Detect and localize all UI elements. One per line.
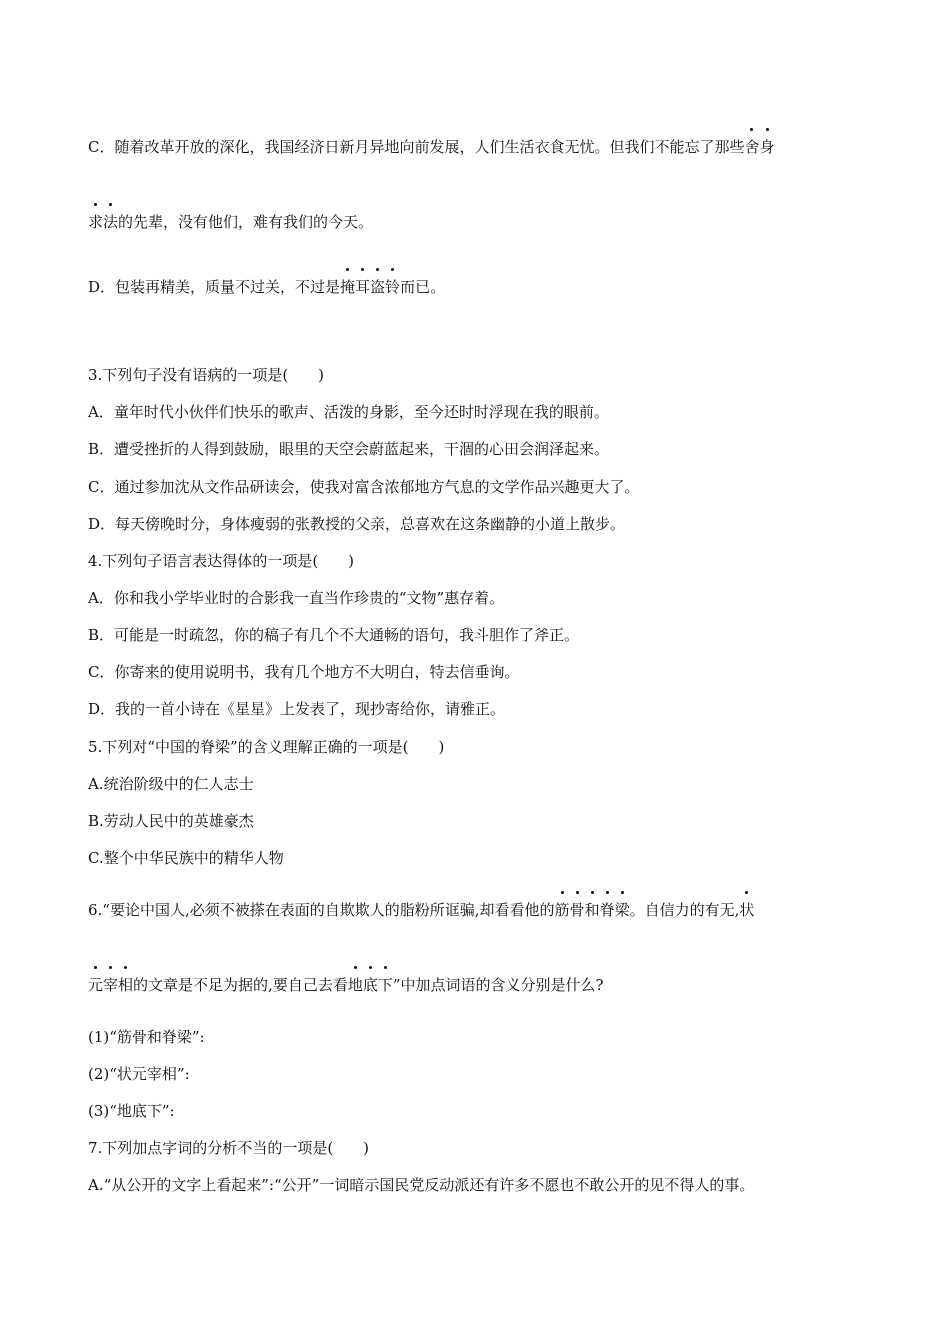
dotted-word-qiufa: 求法 [88,213,119,231]
q7-option-a: A.“从公开的文字上看起来”:“公开”一词暗示国民党反动派还有许多不愿也不敢公开的见不得人的事。 [88,1176,755,1194]
question-3: 3.下列句子没有语病的一项是( ) [88,366,325,384]
question-6-line-2 [88,975,604,995]
dotted-word-sheshen: 舍身 [744,138,775,156]
option-d-text: D．包装再精美，质量不过关，不过是 [88,278,341,296]
q4-option-a: A．你和我小学毕业时的合影我一直当作珍贵的“文物”惠存着。 [88,589,505,607]
question-7: 7.下列加点字词的分析不当的一项是( ) [88,1139,370,1157]
q5-option-a: A.统治阶级中的仁人志士 [88,775,254,793]
q3-option-c: C．通过参加沈从文作品研读会，使我对富含浓郁地方气息的文学作品兴趣更大了。 [88,478,640,496]
option-d-end: 而已。 [400,278,446,296]
q5-option-c: C.整个中华民族中的精华人物 [88,849,284,867]
dotted-word-didixia: 地底下 [347,976,393,994]
q6-sub-3: (3)“地底下”: [88,1102,175,1120]
question-6-line-1 [88,900,754,920]
q6-text-mid: 。自信力的有无, [629,901,740,919]
question-4: 4.下列句子语言表达得体的一项是( ) [88,552,355,570]
option-c-text: C．随着改革开放的深化，我国经济日新月异地向前发展，人们生活衣食无忧。但我们不能忘了那些 [88,138,745,156]
dotted-word-yuanzaixiang: 元宰相 [88,976,134,994]
q5-option-b: B.劳动人民中的英雄豪杰 [88,812,254,830]
q6-text-end: ”中加点词语的含义分别是什么? [392,976,604,994]
q3-option-a: A．童年时代小伙伴们快乐的歌声、活泼的身影，至今还时时浮现在我的眼前。 [88,403,609,421]
option-d-line [88,277,445,297]
q4-option-b: B．可能是一时疏忽，你的稿子有几个不大通畅的语句，我斗胆作了斧正。 [88,626,580,644]
q3-option-d: D．每天傍晚时分，身体瘦弱的张教授的父亲，总喜欢在这条幽静的小道上散步。 [88,515,626,533]
dotted-char-zhuang: 状 [739,901,755,919]
q6-sub-1: (1)“筋骨和脊梁”: [88,1028,205,1046]
q6-sub-2: (2)“状元宰相”: [88,1065,190,1083]
dotted-word-yanerdaoling: 掩耳盗铃 [340,278,401,296]
question-5: 5.下列对“中国的脊梁”的含义理解正确的一项是( ) [88,738,445,756]
q6-text-cont: 的文章是不足为据的,要自己去看 [133,976,348,994]
q4-option-c: C．你寄来的使用说明书，我有几个地方不大明白，特去信垂询。 [88,663,520,681]
option-c-line-1 [88,137,775,157]
q4-option-d: D．我的一首小诗在《星星》上发表了，现抄寄给你，请雅正。 [88,700,506,718]
option-c-line-2 [88,212,373,232]
q3-option-b: B．遭受挫折的人得到鼓励，眼里的天空会蔚蓝起来，干涸的心田会润泽起来。 [88,440,610,458]
dotted-word-jingguhejiliang: 筋骨和脊梁 [554,901,630,919]
option-c-text-cont: 的先辈，没有他们，难有我们的今天。 [118,213,374,231]
q6-text: 6.“要论中国人,必须不被搽在表面的自欺欺人的脂粉所诓骗,却看看他的 [88,901,555,919]
